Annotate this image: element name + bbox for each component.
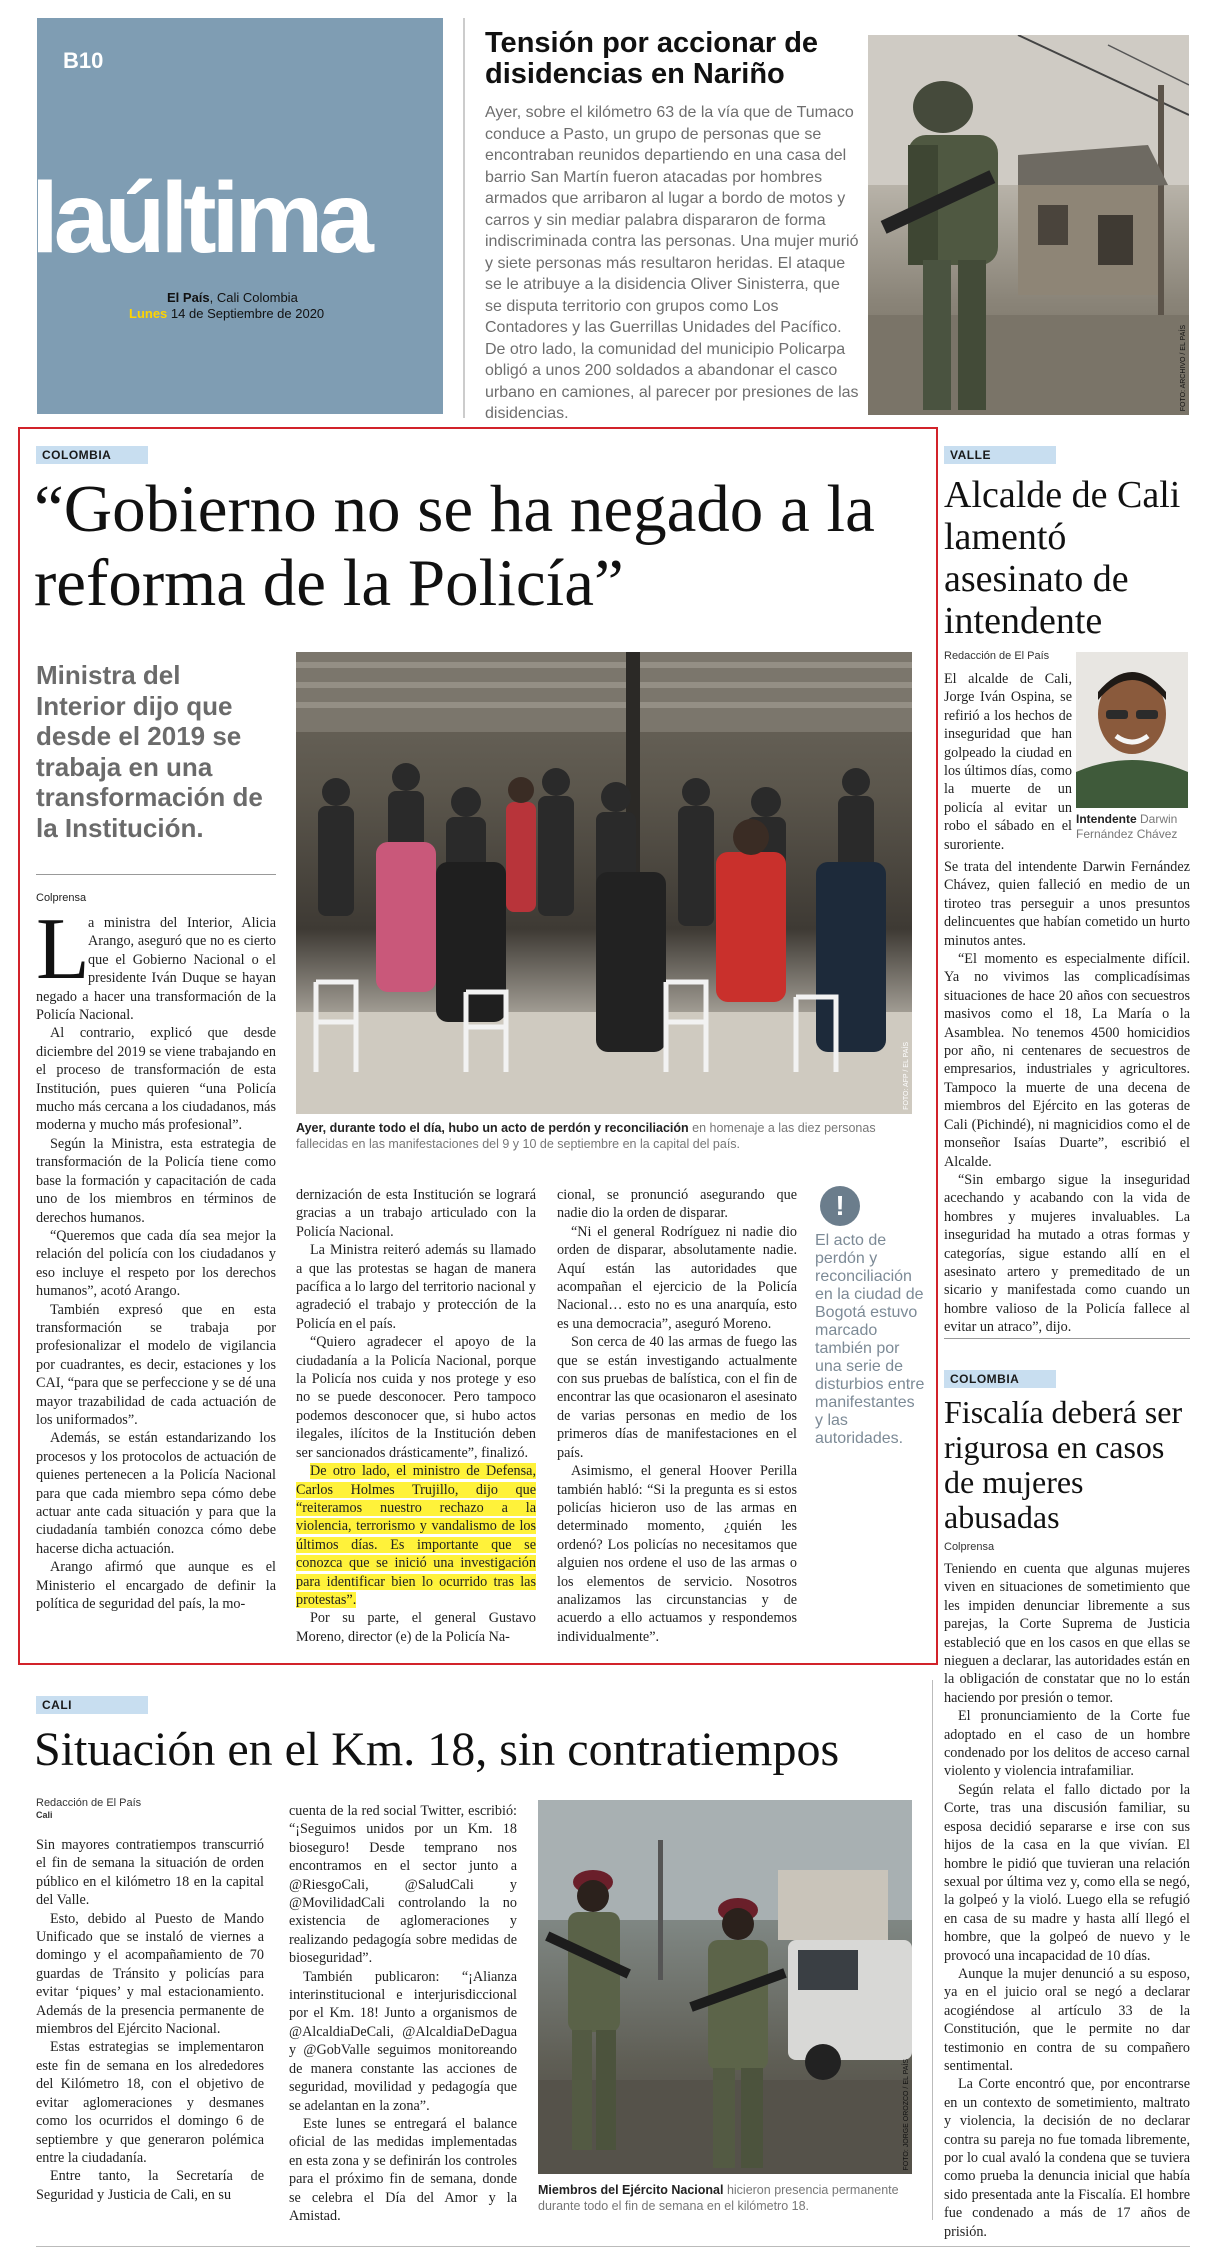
intendente-photo	[1076, 652, 1188, 808]
page-bottom-rule	[36, 2246, 1190, 2247]
main-col1-p3: Según la Ministra, esta estrategia de transformación de la Policía tiene como base la formación y capacitación de cada uno de los miembros en términos de derechos humanos.	[36, 1135, 276, 1226]
right-divider	[944, 1338, 1190, 1339]
bottom-tag-label: CALI	[36, 1696, 148, 1714]
bottom-tag	[36, 1696, 148, 1714]
info-icon: !	[820, 1186, 860, 1226]
bottom-photo-credit: FOTO: JORGE OROZCO / EL PAÍS	[903, 2058, 910, 2170]
right1-body	[944, 858, 1190, 1337]
day: Lunes	[129, 306, 168, 321]
sidebar-note: El acto de perdón y reconciliación en la ciudad de Bogotá estuvo marcado también por una serie de disturbios entre manifestantes y las autoridades.	[815, 1232, 925, 1447]
top-story-photo	[868, 35, 1189, 415]
right1-p3: “El momento es especialmente difícil. Ya no vivimos las complicadísimas situaciones de hace 20 años con secuestros masivos como el 18, La María o la Asamblea. No tenemos 4500 homicidios por año, ni centenares de secuestros de empresarios, industriales y agricultores. Tampoco la muerte de una decena de miembros del Ejército en las goteras de Cali (Pichindé), ni magnicidios como el de monseñor Isaías Duarte”, escribió el Alcalde.	[944, 951, 1190, 1170]
right2-p5: La Corte encontró que, por encontrarse en un contexto de sometimiento, maltrato y violencia, la decisión de no declarar contra su pareja no fue tomada libremente, por lo cual avaló la condena que se tuviera como prueba la denuncia inicial que había sido presentada ante la Fiscalía. El hombre fue condenado a más de 17 años de prisión.	[944, 2076, 1190, 2240]
date-line	[129, 306, 324, 321]
right2-p1: Teniendo en cuenta que algunas mujeres viven en situaciones de sometimiento que les impiden denunciar libremente a sus parejas, la Corte Suprema de Justicia estableció que en los casos en que ellas se nieguen a declarar, las autoridades están en la obligación de constatar que no lo están haciendo por presión o temor.	[944, 1561, 1190, 1706]
main-caption-bold: Ayer, durante todo el día, hubo un acto de perdón y reconciliación	[296, 1121, 689, 1135]
bottom-col1-p4: Entre tanto, la Secretaría de Seguridad y Justicia de Cali, en su	[36, 2168, 264, 2203]
main-col1-p5: También expresó que en esta transformación se trabaja por profesionalizar el modelo de vigilancia por cuadrantes, es decir, estaciones y los CAI, “para que se perfeccione y se dé una mayor trazabilidad de cada actuación de los uniformados”.	[36, 1301, 276, 1428]
date: 14 de Septiembre de 2020	[170, 306, 325, 321]
main-col1-p6: Además, se están estandarizando los procesos y los protocolos de actuación de quienes pertenecen a la Policía Nacional para que cada miembro sepa cómo debe actuar ante cada situación y para que la ciudadanía también conozca cómo debe hacerse dicha actuación.	[36, 1430, 276, 1557]
subtitle-rule	[36, 874, 276, 875]
right1-tag-label: VALLE	[944, 446, 1056, 464]
section-logo: laúltima	[31, 162, 369, 274]
drop-cap: L	[36, 901, 90, 998]
right1-p1: El alcalde de Cali, Jorge Iván Ospina, se refirió a los hechos de inseguridad que han golpeado la ciudad en los últimos días, como la muerte de un policía al evitar un robo el sábado en el suroriente.	[944, 671, 1072, 853]
right2-title: Fiscalía deberá ser rigurosa en casos de mujeres abusadas	[944, 1394, 1183, 1535]
main-story-photo	[296, 652, 912, 1114]
main-photo-caption	[296, 1120, 912, 1152]
right1-byline: Redacción de El País	[944, 650, 1050, 662]
main-col1-p4: “Queremos que cada día sea mejor la relación del policía con los ciudadanos y eso incluye el respeto por los derechos humanos”, acotó Arango.	[36, 1227, 276, 1300]
portrait-illustration	[1076, 652, 1188, 808]
main-caption-rest: en homenaje a las diez personas fallecidas en las manifestaciones del 9 y 10 de septiembre en la capital del país.	[296, 1121, 876, 1151]
main-col2-p3: “Quiero agradecer el apoyo de la ciudadanía a la Policía Nacional, porque la Policía nos cuida y nos protege y eso no se puede desconocer. Pero tampoco podemos desconocer que, si hubo actos ilegales, ilícitos de la Institución deben ser sancionados drásticamente”, finalizó.	[296, 1334, 536, 1461]
main-col3-p4: Asimismo, el general Hoover Perilla también habló: “Si la pregunta es si estos policías hicieron uso de las armas en determinado momento, ¿quién les ordenó? Los policías no necesitamos que alguien nos ordene el uso de las armas o los elementos de servicio. Nosotros analizamos las circunstancias y de acuerdo a ello actuamos y respondemos individualmente”.	[557, 1463, 797, 1645]
top-story-title: Tensión por accionar de disidencias en Nariño	[485, 27, 819, 90]
main-byline: Colprensa	[36, 892, 87, 904]
right2-p4: Aunque la mujer denunció a su esposo, ya en el juicio oral se negó a declarar acogiéndose al artículo 33 de la Constitución, que le permite no dar testimonio en contra de su compañero sentimental.	[944, 1965, 1190, 2074]
highlighted-quote: De otro lado, el ministro de Defensa, Carlos Holmes Trujillo, dijo que “reiteramos nuestro rechazo a la violencia, terrorismo y vandalismo de los últimos días. Es importante que se conozca que se inició una investigación para identificar bien lo ocurrido tras las protestas”.	[296, 1463, 536, 1608]
paper-line: El País, Cali Colombia	[167, 290, 298, 305]
bottom-col2	[289, 1802, 517, 2225]
bottom-byline	[36, 1797, 141, 1821]
bottom-col1-p1: Sin mayores contratiempos transcurrió el fin de semana la situación de orden público en el kilómetro 18 en la capital del Valle.	[36, 1837, 264, 1909]
right2-byline: Colprensa	[944, 1541, 995, 1553]
intendente-caption-bold: Intendente	[1076, 812, 1137, 826]
top-story-body: Ayer, sobre el kilómetro 63 de la vía que de Tumaco conduce a Pasto, un grupo de personas que se encontraban reunidos departiendo en una casa del barrio San Martín fueron atacadas por hombres armados que arribaron al lugar a bordo de motos y carros y sin mediar palabra dispararon de forma indiscriminada contra las personas. Una mujer murió y siete personas más resultaron heridas. El ataque se le atribuye a la disidencia Oliver Sinisterra, que se disputa territorio con grupos como Los Contadores y las Guerrillas Unidades del Pacífico. De otro lado, la comunidad del municipio Policarpa obligó a unos 200 soldados a abandonar el casco urbano en camiones, al parecer por presiones de las disidencias.	[485, 104, 859, 422]
main-col3-p1: cional, se pronunció asegurando que nadie dio la orden de disparar.	[557, 1187, 797, 1222]
main-col2-p2: La Ministra reiteró además su llamado a que las protestas se hagan de manera pacífica a lo largo del territorio nacional y agradeció el trabajo y protección de la Policía en el país.	[296, 1242, 536, 1332]
bottom-vertical-divider	[932, 1680, 933, 2220]
intendente-caption-rest: Darwin Fernández Chávez	[1076, 812, 1178, 841]
bottom-byline-place: Cali	[36, 1810, 53, 1820]
main-col3	[557, 1186, 797, 1646]
main-col1-p1: a ministra del Interior, Alicia Arango, aseguró que no es cierto que el Gobierno Nacional o el presidente Iván Duque se hayan negado a hacer una transformación de la Policía Nacional.	[36, 915, 276, 1024]
right2-tag	[944, 1370, 1056, 1388]
bottom-col1-p2: Esto, debido al Puesto de Mando Unificado que se instaló de viernes a domingo y el acompañamiento de 70 guardas de Tránsito y policías para evitar ‘piques’ y mal estacionamiento. Además de la presencia permanente de miembros del Ejército Nacional.	[36, 1910, 264, 2038]
main-story-subtitle: Ministra del Interior dijo que desde el 2019 se trabaja en una transformación de la Institución.	[36, 660, 263, 843]
intendente-caption	[1076, 812, 1190, 842]
main-story-title: “Gobierno no se ha negado a la reforma de la Policía”	[34, 472, 875, 620]
main-col3-p2: “Ni el general Rodríguez ni nadie dio orden de disparar, absolutamente nadie. Aquí están las autoridades que acompañan el ejercicio de la Policía Nacional… esto no es una anarquía, esto es una democracia”, aseguró Moreno.	[557, 1223, 797, 1332]
right2-tag-label: COLOMBIA	[944, 1370, 1056, 1388]
bottom-caption-bold: Miembros del Ejército Nacional	[538, 2183, 724, 2197]
main-col2-p1: dernización de esta Institución se logrará gracias a un trabajo articulado con la Policía Nacional.	[296, 1187, 536, 1240]
bottom-col1	[36, 1836, 264, 2204]
right2-p2: El pronunciamiento de la Corte fue adoptado en el caso de un hombre condenado por los delitos de acceso carnal violento y violencia intrafamiliar.	[944, 1708, 1190, 1780]
bottom-photo-caption	[538, 2182, 912, 2214]
bottom-col2-p1: cuenta de la red social Twitter, escribió: “¡Seguimos unidos por un Km. 18 bioseguro! Desde temprano nos encontramos en el sector junto a @RiesgoCali, @SaludCali y @MovilidadCali controlando la no existencia de aglomeraciones y realizando pedagogía sobre medidas de bioseguridad”.	[289, 1803, 517, 1967]
right2-p3: Según relata el fallo dictado por la Corte, tras una discusión familiar, su esposa decidió separarse e irse con sus hijos de la casa en la que vivían. El hombre le pidió que tuvieran una relación sexual por última vez y, como ella se negó, la golpeó y la violó. Luego ella se refugió en casa de su madre y hasta allí llegó el hombre, que la golpeó de nuevo y le provocó una incapacidad de 10 días.	[944, 1781, 1190, 1964]
right1-tag	[944, 446, 1056, 464]
bottom-title: Situación en el Km. 18, sin contratiempos	[34, 1723, 840, 1776]
main-col2-p4-highlight	[296, 1462, 536, 1609]
main-tag-label: COLOMBIA	[36, 446, 148, 464]
bottom-caption-rest: hicieron presencia permanente durante todo el fin de semana en el kilómetro 18.	[538, 2183, 899, 2213]
right1-p2: Se trata del intendente Darwin Fernández Chávez, quien falleció en medio de un tiroteo tras perseguir a unos presuntos delincuentes que habían cometido un hurto minutos antes.	[944, 859, 1190, 949]
page-code: B10	[63, 48, 104, 73]
crowd-illustration	[296, 652, 912, 1114]
main-col2	[296, 1186, 536, 1646]
top-photo-credit: FOTO: ARCHIVO / EL PAÍS	[1180, 324, 1187, 411]
paper-place: Cali Colombia	[216, 290, 298, 305]
right2-body	[944, 1560, 1190, 2241]
main-story-tag	[36, 446, 148, 464]
soldiers-illustration	[538, 1800, 912, 2174]
bottom-col1-p3: Estas estrategias se implementaron este fin de semana en los alrededores del Kilómetro 18, con el objetivo de evitar aglomeraciones y desmanes como los ocurridos el domingo 6 de septiembre y que generaron polémica entre la ciudadanía.	[36, 2039, 264, 2166]
main-photo-credit: FOTO: AFP / EL PAÍS	[903, 1042, 910, 1110]
main-col3-p3: Son cerca de 40 las armas de fuego las que se están investigando actualmente con sus pruebas de balística, con el fin de encontrar las que ocasionaron el asesinato de varias personas en medio de los primeros días de manifestaciones en el país.	[557, 1334, 797, 1461]
right1-title: Alcalde de Cali lamentó asesinato de intendente	[944, 474, 1181, 642]
masthead	[31, 18, 443, 414]
right1-p4: “Sin embargo sigue la inseguridad acechando y acabando con la vida de hombres y mujeres invaluables. La inseguridad ha mutado a otras formas y categorías, sigue estando allí en el asesinato artero y premeditado de un sicario y manifestada como cuando un hombre valioso de la Policía fallece al evitar un atraco”, dijo.	[944, 1171, 1190, 1336]
main-col2-p5: Por su parte, el general Gustavo Moreno, director (e) de la Policía Na-	[296, 1610, 536, 1645]
bottom-col2-p2: También publicaron: “¡Alianza interinstitucional e interjurisdiccional por el Km. 18! Junto a organismos de @AlcaldiaDeCali, @AlcaldiaDeDagua y @GobValle seguimos monitoreando de manera constante las acciones de seguridad, movilidad y pedagogía que se adelantan en la zona”.	[289, 1968, 517, 2114]
bottom-col2-p3: Este lunes se entregará el balance oficial de las medidas implementadas en esta zona y se definirán los controles para el próximo fin de semana, donde se celebra el Día del Amor y la Amistad.	[289, 2115, 517, 2224]
main-col1-p2: Al contrario, explicó que desde diciembre del 2019 se viene trabajando en el proceso de transformación de esta Institución, pues quieren “una Policía mucho más cercana a los ciudadanos, más moderna y mucho más profesional”.	[36, 1025, 276, 1134]
bottom-byline-name: Redacción de El País	[36, 1797, 142, 1809]
soldier-illustration	[868, 35, 1189, 415]
top-divider	[463, 18, 465, 418]
main-col1-p7: Arango afirmó que aunque es el Ministerio el encargado de definir la política de seguridad del país, la mo-	[36, 1559, 276, 1613]
bottom-photo	[538, 1800, 912, 2174]
paper-name: El País	[167, 290, 210, 305]
main-col1	[36, 901, 276, 1613]
